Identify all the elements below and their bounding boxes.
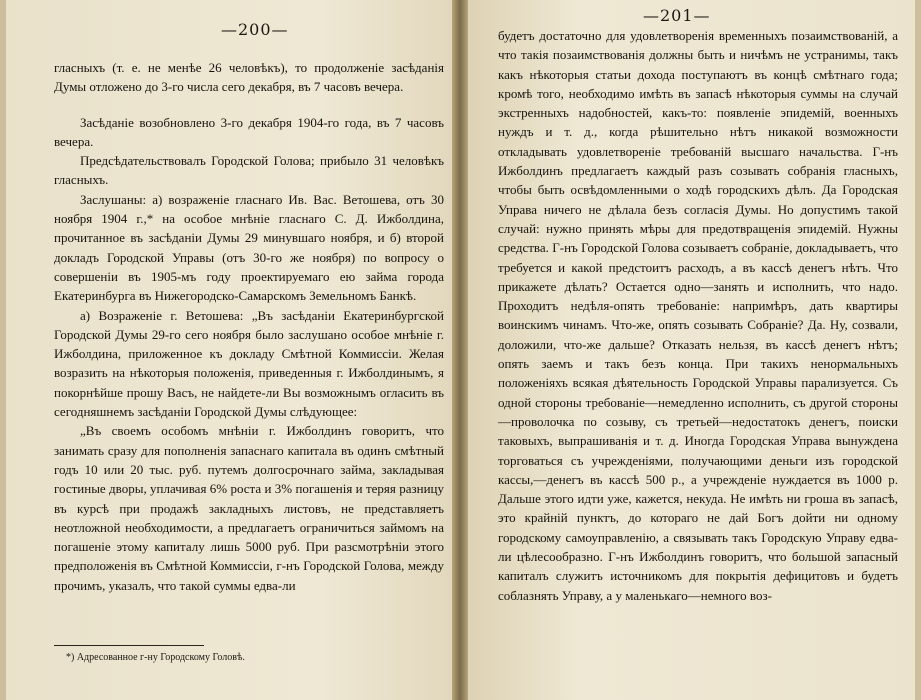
left-page	[6, 0, 452, 700]
paragraph: гласныхъ (т. е. не менѣе 26 человѣкъ), то продолженiе засѣданiя Думы отложено до 3-го числа сего декабря, въ 7 часовъ вечера.	[54, 60, 444, 95]
page-number-right: —201—	[643, 6, 711, 25]
right-page	[468, 0, 915, 700]
left-page-text	[54, 58, 444, 595]
paragraph: „Въ своемъ особомъ мнѣнiи г. Ижболдинъ говоритъ, что занимать сразу для пополненiя запаснаго капитала въ одинъ смѣтный годъ 10 или 20 тыс. руб. путемъ долгосрочнаго займа, закладывая гостиные дворы, уплачивая 6% роста и 3% погашенiя и теряя разницу въ курсѣ при продажѣ закладныхъ листовъ, не представляетъ неотложной необходимости, а предлагаетъ ограничиться займомъ на погашенiе этому капиталу лишь 5000 руб. При разсмотрѣнiи этого предположенiя въ Смѣтной Коммиссiи, г-нъ Городской Голова, между прочимъ, указалъ, что такой суммы едва-ли	[54, 423, 444, 593]
footnote-divider	[54, 645, 204, 646]
paragraph: Предсѣдательствовалъ Городской Голова; прибыло 31 человѣкъ гласныхъ.	[54, 153, 444, 188]
paragraph: будетъ достаточно для удовлетворенiя временныхъ позаимствованiй, а что такiя позаимствованiя должны быть и ничѣмъ не устранимы, такъ какъ нѣкоторыя статьи дохода поступаютъ въ концѣ смѣтнаго года; кромѣ того, необходимо имѣть въ запасѣ нѣкоторыя суммы на случай экстренныхъ надобностей, какъ-то: появленiе эпидемiй, военныхъ нуждъ и т. д., когда рѣшительно нѣтъ никакой возможности откладывать удовлетворенiе требованiй высшаго начальства. Г-нъ Ижболдинъ предлагаетъ каждый разъ созывать собранiя гласныхъ, чтобы быть освѣдомленными о ходѣ городскихъ дѣлъ. Да Городская Управа ничего не дѣлала безъ согласiя Думы. Но допустимъ такой случай: нужно принять мѣры для предотвращенiя эпидемiй. Нужны средства. Г-нъ Городской Голова созываетъ собранiе, докладываетъ, что требуется и какой предстоитъ расходъ, а въ кассѣ денегъ нѣтъ. Что прикажете дѣлать? Остается одно—занять и исполнить, что надо. Проходитъ недѣля-опять требованiе: напримѣръ, дать квартиры воинскимъ чинамъ. Что-же, опять созывать Собранiе? Да. Ну, созвали, доложили, что-же дальше? Отказать нельзя, въ кассѣ денегъ нѣтъ; опять заемъ и такъ безъ конца. При такихъ ненормальныхъ положенiяхъ всякая дѣятельность Городской Управы парализуется. Съ одной стороны требованiе—немедленно исполнить, съ другой стороны—проволочка по созыву, съ третьей—недостатокъ денегъ, поиски таковыхъ, выпрашиванiя и т. д. Иногда Городская Управа вынуждена торговаться съ учрежденiями, получающими деньги изъ городской кассы,—денегъ въ кассѣ 500 р., а учрежденiе нуждается въ 1000 р. Дальше этого идти уже, кажется, некуда. Не имѣть ни гроша въ запасѣ, это крайнiй пунктъ, до котораго не дай Богъ дойти ни одному городскому самоуправленiю, а связывать такъ Городскую Управу едва-ли цѣлесообразно. Г-нъ Ижболдинъ говоритъ, что большой запасный капиталъ служитъ источникомъ для покрытiя дефицитовъ и будетъ соблазнять Управу, а у маленькаго—немного воз-	[498, 28, 898, 603]
right-page-text	[498, 26, 898, 605]
book-gutter	[452, 0, 468, 700]
footnote: *) Адресованное г-ну Городскому Головѣ.	[66, 652, 245, 663]
page-number-left: —200—	[221, 20, 289, 39]
paragraph: Засѣданiе возобновлено 3-го декабря 1904-го года, въ 7 часовъ вечера.	[54, 114, 444, 149]
paragraph: а) Возраженiе г. Ветошева: „Въ засѣданiи Екатеринбургской Городской Думы 29-го сего ноября было заслушано особое мнѣнiе г. Ижболдина, приложенное къ докладу Смѣтной Коммиссiи. Желая возразить на нѣкоторыя положенiя, приведенныя г. Ижболдинымъ, я покорнѣйше прошу Васъ, не найдете-ли Вы возможнымъ огласить въ сегодняшнемъ засѣданiи Городской Думы слѣдующее:	[54, 307, 444, 420]
paragraph: Заслушаны: а) возраженiе гласнаго Ив. Вас. Ветошева, отъ 30 ноября 1904 г.,* на особое мнѣнiе гласнаго С. Д. Ижболдина, прочитанное въ засѣданiи Думы 29 минувшаго ноября, и б) второй докладъ Городской Управы (отъ 30-го же ноября) по вопросу о совершенiи въ 1905-мъ году проектируемаго ею займа города Екатеринбурга въ Нижегородско-Самарскомъ Земельномъ Банкѣ.	[54, 191, 444, 304]
